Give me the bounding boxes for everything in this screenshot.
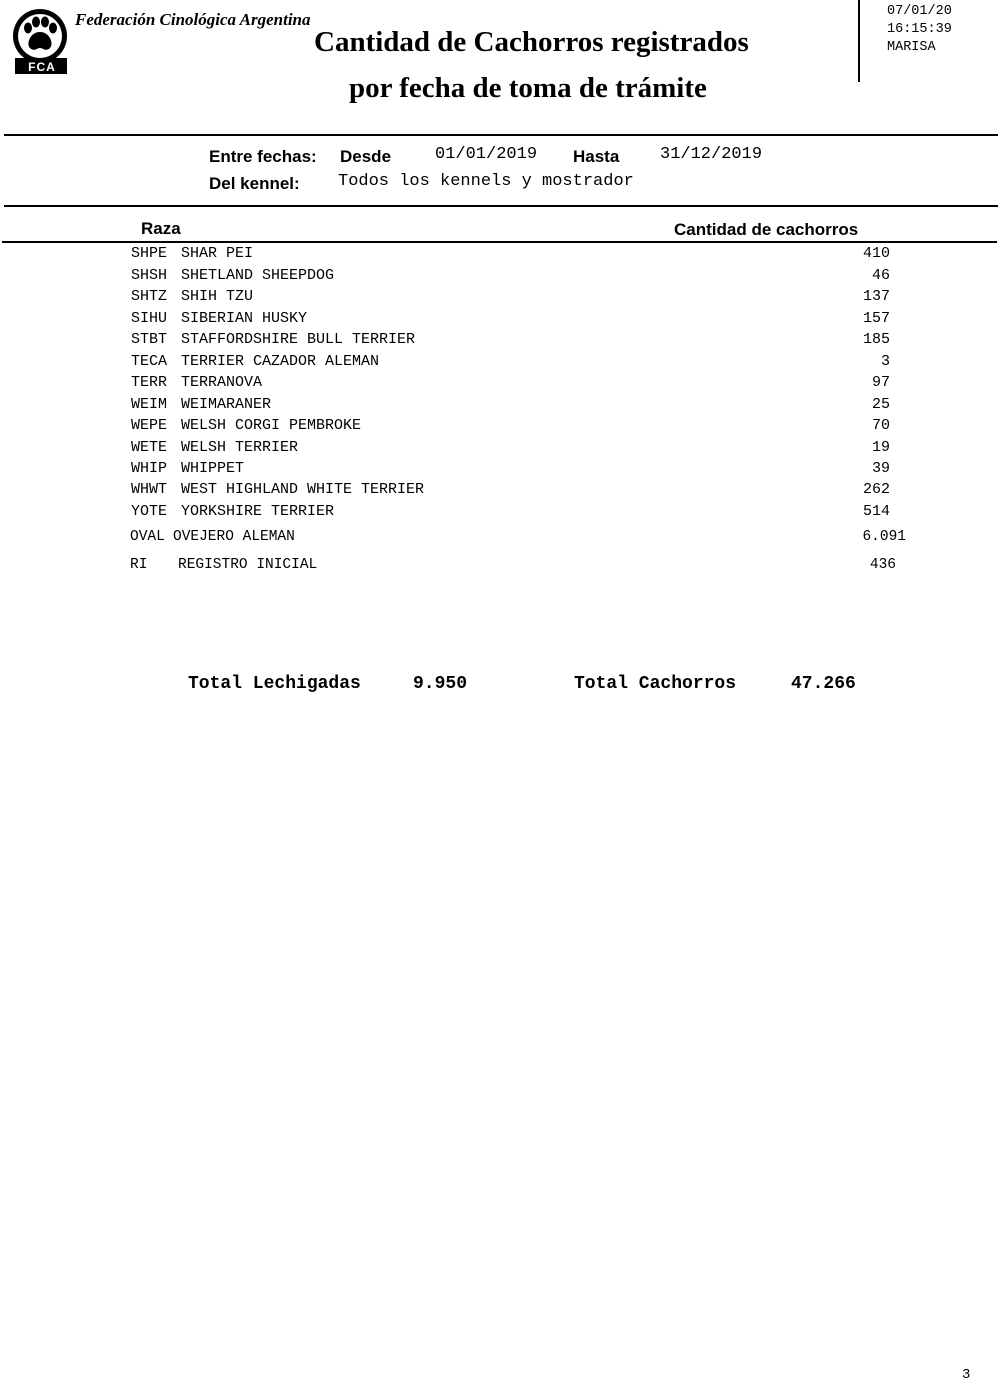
breed-code: WETE <box>131 439 168 456</box>
total-litters-value: 9.950 <box>413 674 468 694</box>
breed-quantity: 3 <box>880 353 890 370</box>
table-header-rule <box>2 241 997 243</box>
col-header-quantity: Cantidad de cachorros <box>674 220 859 239</box>
print-time: 16:15:39 <box>887 22 952 37</box>
breed-code: YOTE <box>131 503 168 520</box>
header-rule <box>4 134 998 136</box>
breed-quantity: 137 <box>862 288 890 305</box>
breed-quantity: 514 <box>862 503 890 520</box>
meta-divider <box>858 0 860 82</box>
breed-name: SHAR PEI <box>181 245 254 262</box>
fca-logo <box>10 8 72 76</box>
breed-quantity: 39 <box>871 460 890 477</box>
breed-quantity: 262 <box>862 481 890 498</box>
breed-name: TERRANOVA <box>181 374 263 391</box>
breed-code: WEPE <box>131 417 168 434</box>
breed-code: OVAL <box>130 529 165 545</box>
breed-quantity: 70 <box>871 417 890 434</box>
total-puppies-label: Total Cachorros <box>574 674 737 694</box>
breed-name: STAFFORDSHIRE BULL TERRIER <box>181 331 416 348</box>
filters-rule <box>4 205 998 207</box>
print-user: MARISA <box>887 40 936 55</box>
kennel-value: Todos los kennels y mostrador <box>338 172 634 191</box>
breed-name: REGISTRO INICIAL <box>178 557 318 573</box>
breed-quantity: 185 <box>862 331 890 348</box>
breed-code: RI <box>130 557 148 573</box>
breed-quantity: 46 <box>871 267 890 284</box>
breed-code: WHIP <box>131 460 168 477</box>
total-puppies-value: 47.266 <box>791 674 856 694</box>
breed-code: WEIM <box>131 396 168 413</box>
breed-name: SHETLAND SHEEPDOG <box>181 267 335 284</box>
breed-name: WEST HIGHLAND WHITE TERRIER <box>181 481 425 498</box>
logo-text: FCA <box>28 60 56 74</box>
breed-code: SIHU <box>131 310 168 327</box>
breed-quantity: 6.091 <box>862 529 906 545</box>
breed-quantity: 19 <box>871 439 890 456</box>
kennel-label: Del kennel: <box>209 174 300 193</box>
organization-name: Federación Cinológica Argentina <box>75 10 311 29</box>
report-title-line2: por fecha de toma de trámite <box>349 72 707 104</box>
breed-name: WELSH CORGI PEMBROKE <box>181 417 362 434</box>
breed-code: SHSH <box>131 267 168 284</box>
from-label: Desde <box>340 147 392 166</box>
breed-quantity: 97 <box>871 374 890 391</box>
breed-name: WEIMARANER <box>181 396 272 413</box>
breed-name: YORKSHIRE TERRIER <box>181 503 335 520</box>
breed-code: TECA <box>131 353 168 370</box>
report-title-line1: Cantidad de Cachorros registrados <box>314 26 749 58</box>
from-date: 01/01/2019 <box>435 145 538 164</box>
breed-quantity: 157 <box>862 310 890 327</box>
breed-code: SHTZ <box>131 288 168 305</box>
breed-code: TERR <box>131 374 168 391</box>
breed-name: WELSH TERRIER <box>181 439 299 456</box>
print-date: 07/01/20 <box>887 4 952 19</box>
breed-quantity: 436 <box>869 557 896 573</box>
to-label: Hasta <box>573 147 620 166</box>
between-dates-label: Entre fechas: <box>209 147 317 166</box>
breed-name: SIBERIAN HUSKY <box>181 310 308 327</box>
breed-quantity: 410 <box>862 245 890 262</box>
breed-code: STBT <box>131 331 168 348</box>
breed-code: WHWT <box>131 481 168 498</box>
breed-name: TERRIER CAZADOR ALEMAN <box>181 353 380 370</box>
breed-name: WHIPPET <box>181 460 245 477</box>
total-litters-label: Total Lechigadas <box>188 674 361 694</box>
to-date: 31/12/2019 <box>660 145 763 164</box>
page-number: 3 <box>962 1367 971 1383</box>
breed-name: SHIH TZU <box>181 288 254 305</box>
breed-code: SHPE <box>131 245 168 262</box>
breed-name: OVEJERO ALEMAN <box>173 529 295 545</box>
breed-quantity: 25 <box>871 396 890 413</box>
col-header-breed: Raza <box>141 219 181 238</box>
